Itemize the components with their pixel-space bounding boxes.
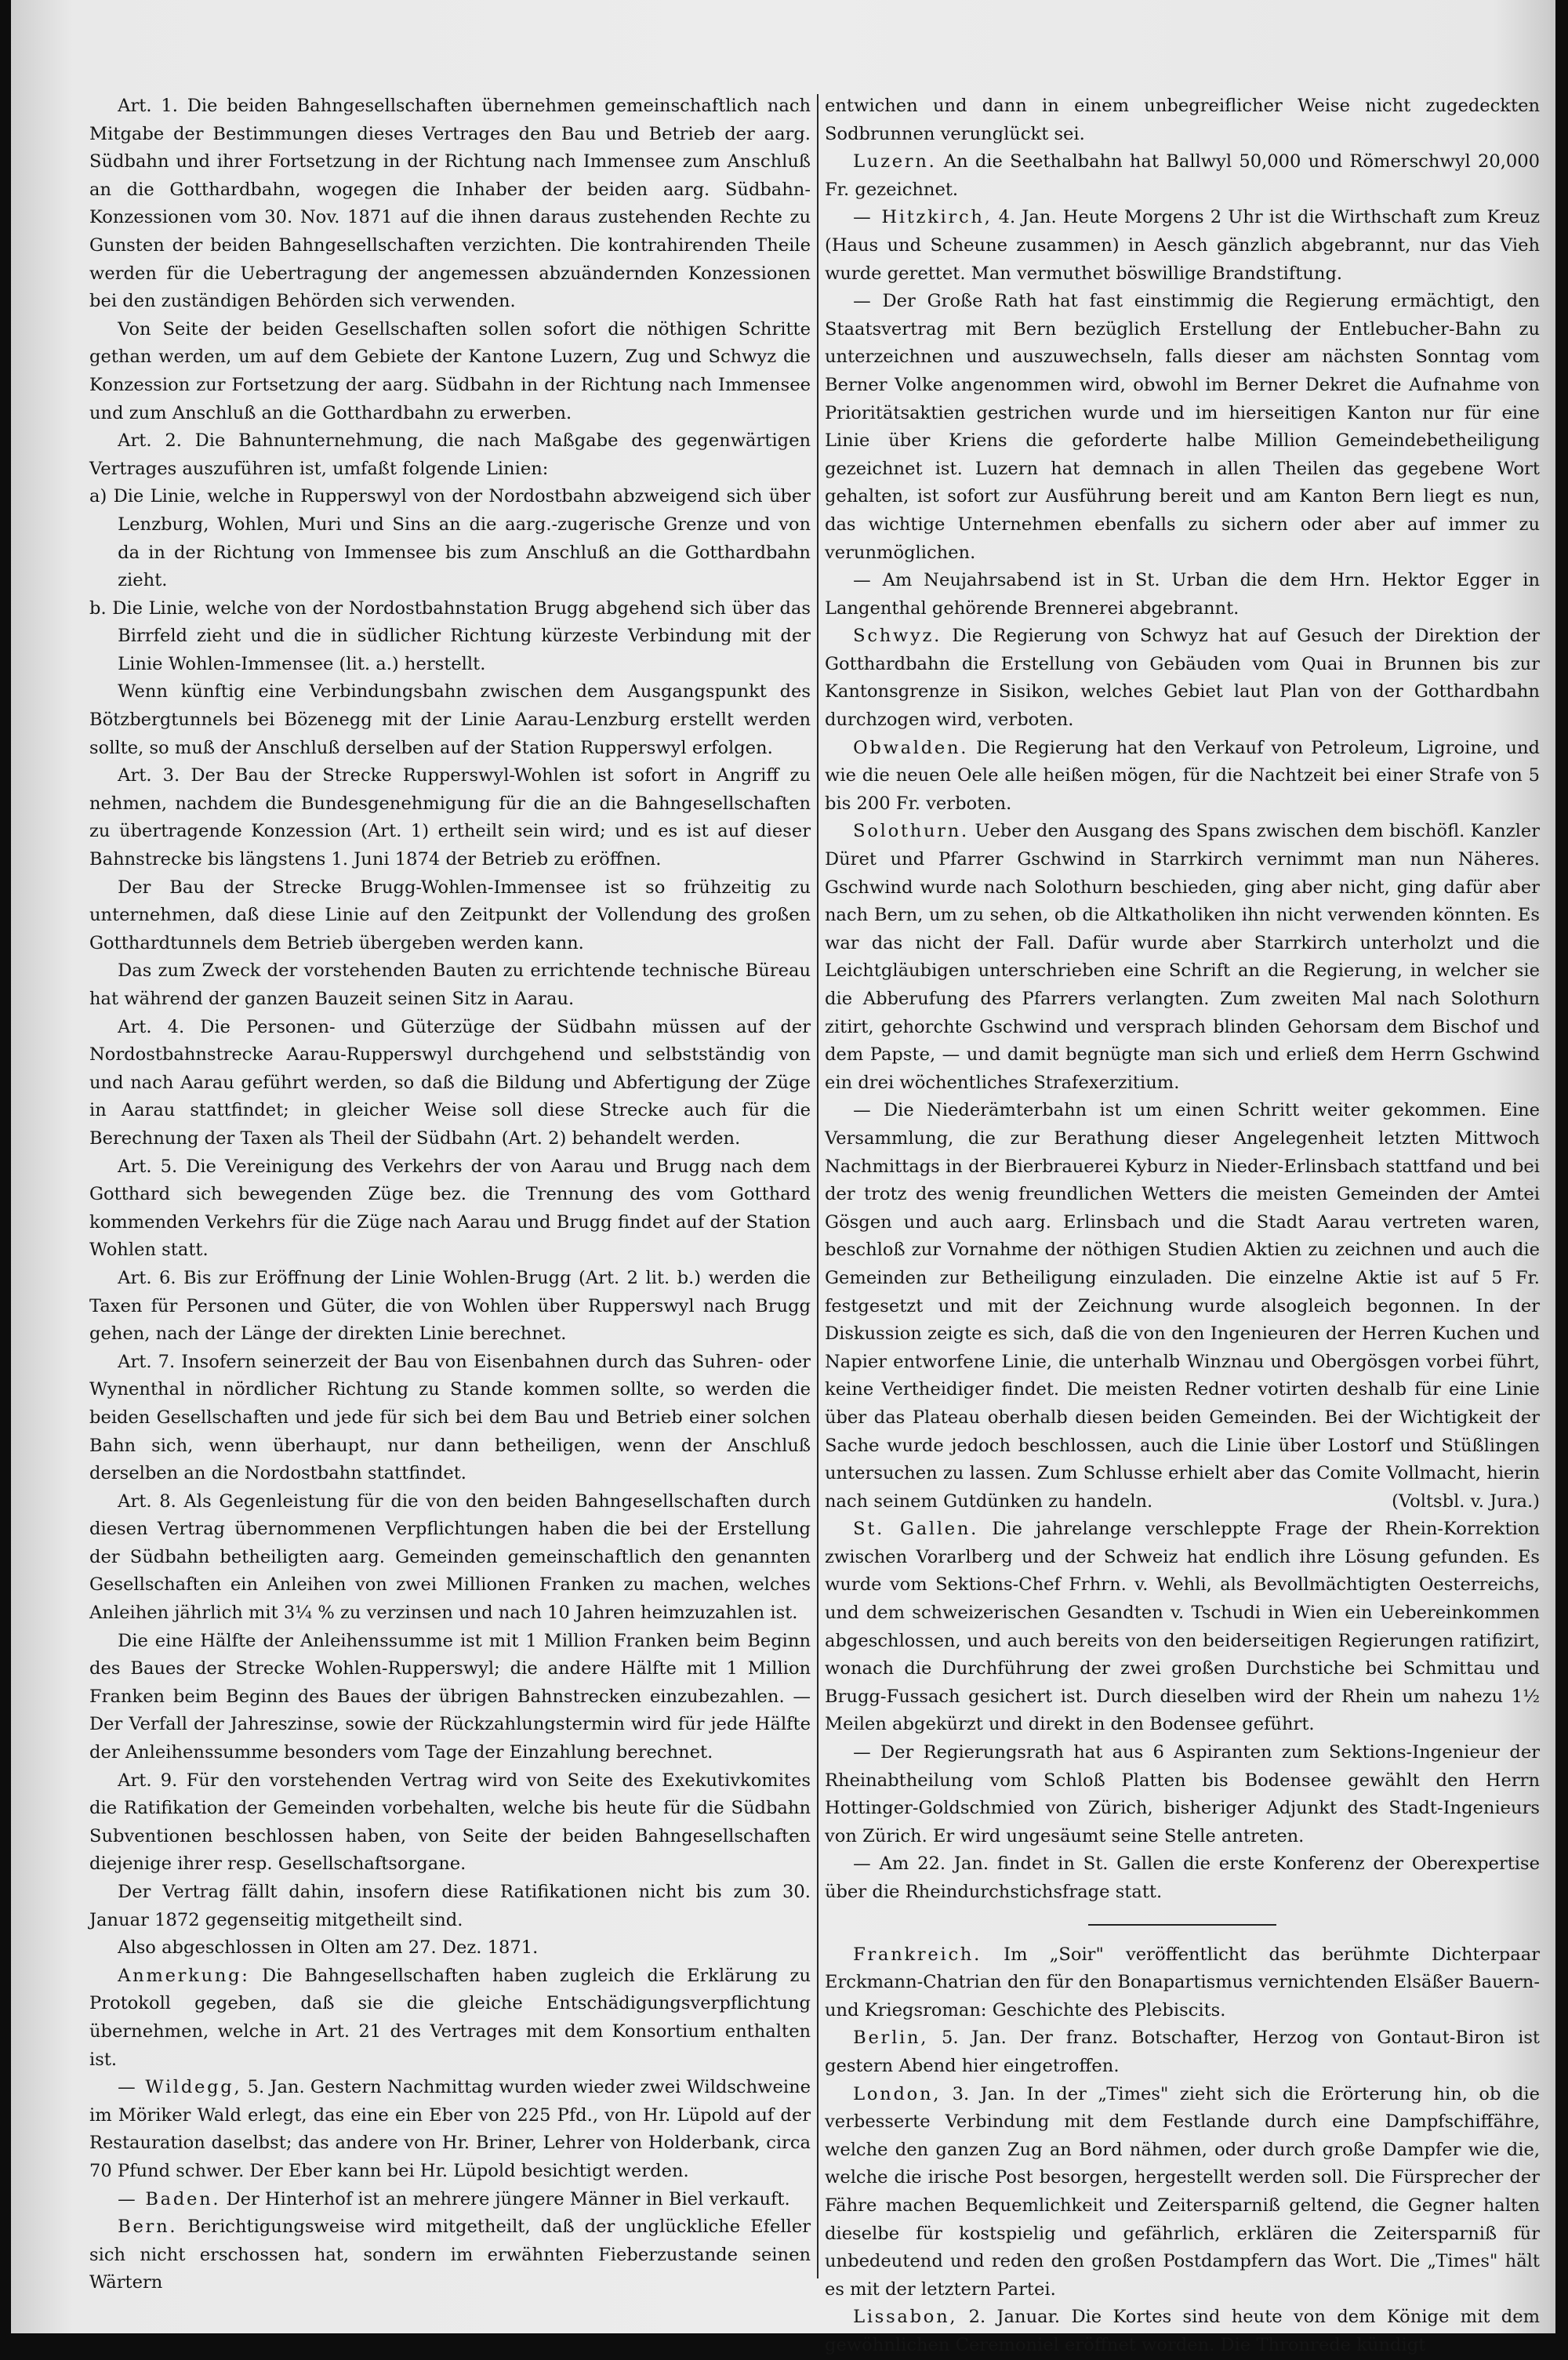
- article-paragraph: [89, 1014, 811, 1153]
- dateline: Obwalden.: [853, 737, 969, 758]
- article-paragraph: [89, 874, 811, 958]
- article-paragraph: [89, 316, 811, 427]
- article-paragraph: [825, 1941, 1540, 2025]
- article-paragraph: [89, 1962, 811, 2074]
- article-paragraph: [825, 2081, 1540, 2304]
- paragraph-text: 5. Jan. Gestern Nachmittag wurden wieder zwei Wildschweine im Möriker Wald erlegt, das eine ein Eber von 225 Pfd., von Hr. Lüpold auf der Restauration daselbst; das andere von Hr. Briner, Lehrer von Holderbank, circa 70 Pfund schwer. Der Eber kann bei Hr. Lüpold besichtigt werden.: [89, 2077, 811, 2181]
- article-paragraph: [825, 288, 1540, 567]
- article-paragraph: [825, 2304, 1540, 2359]
- paragraph-text: Wenn künftig eine Verbindungsbahn zwischen dem Ausgangspunkt des Bötzbergtunnels bei Bözenegg mit der Linie Aarau-Lenzburg erstellt werden sollte, so muß der Anschluß derselben auf der Station Rupperswyl erfolgen.: [89, 681, 811, 758]
- paragraph-text: 3. Jan. In der „Times" zieht sich die Erörterung hin, ob die verbesserte Verbindung mit dem Festlande durch eine Dampfschiffähre, welche den ganzen Zug an Bord nähmen, oder durch große Dampfer wie die, welche die irische Post besorgen, hergestellt werden soll. Die Fürsprecher der Fähre machen Bequemlichkeit und Zeitersparniß geltend, die Gegner halten dieselbe für kostspielig und gefährlich, erklären die Zeitersparniß für unbedeutend und reden den großen Postdampfern das Wort. Die „Times" hält es mit der letztern Partei.: [825, 2083, 1540, 2300]
- paragraph-text: Die Bahngesellschaften haben zugleich die Erklärung zu Protokoll gegeben, daß sie die gleiche Entschädigungsverpflichtung übernehmen, welche in Art. 21 des Vertrages mit dem Konsortium enthalten ist.: [89, 1965, 811, 2070]
- paragraph-text: Art. 4. Die Personen- und Güterzüge der Südbahn müssen auf der Nordostbahnstrecke Aarau-Rupperswyl durchgehend und selbstständig von und nach Aarau geführt werden, so daß die Bildung und Abfertigung der Züge in Aarau stattfindet; in gleicher Weise soll diese Strecke auch für die Berechnung der Taxen als Theil der Südbahn (Art. 2) behandelt werden.: [89, 1016, 811, 1149]
- paragraph-text: entwichen und dann in einem unbegreiflicher Weise nicht zugedeckten Sodbrunnen verunglückt sei.: [825, 96, 1540, 144]
- paragraph-text: Die eine Hälfte der Anleihenssumme ist mit 1 Million Franken beim Beginn des Baues der Strecke Wohlen-Rupperswyl; die andere Hälfte mit 1 Million Franken beim Beginn des Baues der übrigen Bahnstrecken einzubezahlen. — Der Verfall der Jahreszinse, sowie der Rückzahlungstermin wird für jede Hälfte der Anleihenssumme besonders vom Tage der Einzahlung berechnet.: [89, 1630, 811, 1763]
- article-paragraph: [825, 1097, 1540, 1516]
- article-paragraph: [825, 1739, 1540, 1850]
- left-column: [89, 93, 811, 2293]
- article-paragraph: [89, 427, 811, 483]
- article-paragraph: [825, 148, 1540, 204]
- paragraph-text: Art. 5. Die Vereinigung des Verkehrs der von Aarau und Brugg nach dem Gotthard sich bewegenden Züge bez. die Trennung des vom Gotthard kommenden Verkehrs für die Züge nach Aarau und Brugg findet auf der Station Wohlen statt.: [89, 1156, 811, 1261]
- paragraph-text: Von Seite der beiden Gesellschaften sollen sofort die nöthigen Schritte gethan werden, um auf dem Gebiete der Kantone Luzern, Zug und Schwyz die Konzession zur Fortsetzung der aarg. Südbahn in der Richtung nach Immensee und zum Anschluß an die Gotthardbahn zu erwerben.: [89, 318, 811, 423]
- paragraph-text: Der Bau der Strecke Brugg-Wohlen-Immensee ist so frühzeitig zu unternehmen, daß diese Linie auf den Zeitpunkt der Vollendung des großen Gotthardtunnels dem Betrieb übergeben werden kann.: [89, 877, 811, 953]
- paragraph-text: — Der Große Rath hat fast einstimmig die Regierung ermächtigt, den Staatsvertrag mit Bern bezüglich Erstellung der Entlebucher-Bahn zu unterzeichnen und auszuwechseln, falls dieser am nächsten Sonntag vom Berner Volke angenommen wird, obwohl im Berner Dekret die Aufnahme von Prioritätsaktien gestrichen wurde und im hierseitigen Kanton nur für eine Linie über Kriens die geforderte halbe Million Gemeindebetheiligung gezeichnet ist. Luzern hat demnach in allen Theilen das gegebene Wort gehalten, ist sofort zur Ausführung bereit und am Kanton Bern liegt es nun, das wichtige Unternehmen ebenfalls zu sichern oder aber auf immer zu verunmöglichen.: [825, 291, 1540, 563]
- article-paragraph: [825, 93, 1540, 148]
- paragraph-text: 5. Jan. Der franz. Botschafter, Herzog von Gontaut-Biron ist gestern Abend hier eingetroffen.: [825, 2028, 1540, 2076]
- paragraph-text: Der Vertrag fällt dahin, insofern diese Ratifikationen nicht bis zum 30. Januar 1872 gegenseitig mitgetheilt sind.: [89, 1882, 811, 1930]
- article-paragraph: [89, 1349, 811, 1488]
- article-paragraph: [89, 595, 811, 679]
- article-paragraph: [825, 623, 1540, 734]
- paragraph-text: Art. 1. Die beiden Bahngesellschaften übernehmen gemeinschaftlich nach Mitgabe der Bestimmungen dieses Vertrages den Bau und Betrieb der aarg. Südbahn und ihrer Fortsetzung in der Richtung nach Immensee zum Anschluß an die Gotthardbahn, wogegen die Inhaber der beiden aarg. Südbahn-Konzessionen vom 30. Nov. 1871 auf die ihnen daraus zustehenden Rechte zu Gunsten der beiden Bahngesellschaften verzichten. Die kontrahirenden Theile werden für die Uebertragung der angemessen abzuändernden Konzessionen bei den zuständigen Behörden sich verwenden.: [89, 96, 811, 312]
- dateline: — Wildegg,: [118, 2077, 242, 2098]
- article-paragraph: [89, 1879, 811, 1934]
- article-paragraph: [89, 1153, 811, 1265]
- paragraph-text: Ueber den Ausgang des Spans zwischen dem bischöfl. Kanzler Düret und Pfarrer Gschwind in Starrkirch vernimmt man nun Näheres. Gschwind wurde nach Solothurn beschieden, ging aber nicht, ging dafür aber nach Bern, um zu sehen, ob die Altkatholiken ihn nicht verwenden könnten. Es war das nicht der Fall. Dafür wurde aber Starrkirch unterholzt und die Leichtgläubigen unterschrieben eine Schrift an die Regierung, in welcher sie die Abberufung des Pfarrers verlangten. Zum zweiten Mal nach Solothurn zitirt, gehorchte Gschwind und versprach blinden Gehorsam dem Bischof und dem Papste, — und damit begnügte man sich und erließ dem Herrn Gschwind ein drei wöchentliches Strafexerzitium.: [825, 821, 1541, 1093]
- dateline: London,: [853, 2083, 942, 2104]
- article-paragraph: [89, 2213, 811, 2297]
- paragraph-text: Art. 8. Als Gegenleistung für die von den beiden Bahngesellschaften durch diesen Vertrag übernommenen Verpflichtungen haben die bei der Erstellung der Südbahn betheiligten aarg. Gemeinden gemeinschaftlich den genannten Gesellschaften ein Anleihen von zwei Millionen Franken zu machen, welches Anleihen jährlich mit 3¼ % zu verzinsen und nach 10 Jahren heimzuzahlen ist.: [89, 1490, 811, 1624]
- article-paragraph: [89, 1767, 811, 1879]
- paragraph-text: Das zum Zweck der vorstehenden Bauten zu errichtende technische Büreau hat während der ganzen Bauzeit seinen Sitz in Aarau.: [89, 960, 811, 1009]
- article-paragraph: [825, 735, 1540, 819]
- paragraph-text: 4. Jan. Heute Morgens 2 Uhr ist die Wirthschaft zum Kreuz (Haus und Scheune zusammen) in Aesch gänzlich abgebrannt, nur das Vieh wurde gerettet. Man vermuthet böswillige Brandstiftung.: [825, 207, 1540, 284]
- article-paragraph: [825, 204, 1540, 288]
- article-paragraph: [89, 762, 811, 873]
- dateline: Frankreich.: [853, 1944, 982, 1965]
- paragraph-text: — Am 22. Jan. findet in St. Gallen die erste Konferenz der Oberexpertise über die Rheindurchstichsfrage statt.: [825, 1854, 1540, 1902]
- paragraph-text: Art. 9. Für den vorstehenden Vertrag wird von Seite des Exekutivkomites die Ratifikation der Gemeinden vorbehalten, welche bis heute für die Südbahn Subventionen beschlossen haben, von Seite der beiden Bahngesellschaften diejenige ihrer resp. Gesellschaftsorgane.: [89, 1770, 811, 1875]
- article-paragraph: [89, 678, 811, 762]
- article-paragraph: [825, 567, 1540, 623]
- dateline: Anmerkung:: [118, 1965, 250, 1986]
- paragraph-text: Berichtigungsweise wird mitgetheilt, daß der unglückliche Efeller sich nicht erschossen hat, sondern im erwähnten Fieberzustande seinen Wärtern: [89, 2217, 811, 2293]
- dateline: Luzern.: [853, 151, 937, 172]
- article-paragraph: [89, 957, 811, 1013]
- right-column: [825, 93, 1541, 2355]
- dateline: — Baden.: [118, 2188, 221, 2209]
- dateline: St. Gallen.: [853, 1519, 979, 1540]
- article-paragraph: [89, 1265, 811, 1349]
- dateline: Schwyz.: [853, 626, 942, 647]
- dateline: Berlin,: [853, 2028, 929, 2049]
- article-paragraph: [89, 2186, 811, 2214]
- paragraph-text: Die Regierung hat den Verkauf von Petroleum, Ligroine, und wie die neuen Oele alle heißen mögen, für die Nachtzeit bei einer Strafe von 5 bis 200 Fr. verboten.: [825, 737, 1541, 814]
- article-paragraph: [825, 1850, 1540, 1906]
- article-paragraph: [825, 1516, 1540, 1739]
- article-paragraph: [825, 818, 1540, 1097]
- dateline: Bern.: [118, 2217, 178, 2238]
- article-paragraph: [89, 1628, 811, 1767]
- paragraph-text: Art. 7. Insofern seinerzeit der Bau von Eisenbahnen durch das Suhren- oder Wynenthal in nördlicher Richtung zu Stande kommen sollte, so werden die beiden Gesellschaften und jede für sich bei dem Bau und Betrieb einer solchen Bahn sich, wenn überhaupt, nur dann betheiligen, wenn der Anschluß derselben an die Nordostbahn stattfindet.: [89, 1351, 811, 1484]
- paragraph-text: Also abgeschlossen in Olten am 27. Dez. 1871.: [118, 1937, 539, 1959]
- paragraph-text: Art. 3. Der Bau der Strecke Rupperswyl-Wohlen ist sofort in Angriff zu nehmen, nachdem die Bundesgenehmigung für die an die Bahngesellschaften zu übertragende Konzession (Art. 1) ertheilt sein wird; und es ist auf dieser Bahnstrecke bis längstens 1. Juni 1874 der Betrieb zu eröffnen.: [89, 765, 811, 870]
- paragraph-text: 2. Januar. Die Kortes sind heute von dem Könige mit dem gewöhnlichen Ceremoniel eröffnet worden. Die Thronrede kündigt: [825, 2307, 1540, 2355]
- article-paragraph: [89, 1488, 811, 1628]
- paragraph-text: Art. 2. Die Bahnunternehmung, die nach Maßgabe des gegenwärtigen Vertrages auszuführen ist, umfaßt folgende Linien:: [89, 430, 811, 479]
- paragraph-text: Die jahrelange verschleppte Frage der Rhein-Korrektion zwischen Vorarlberg und der Schweiz hat endlich ihre Lösung gefunden. Es wurde vom Sektions-Chef Frhrn. v. Wehli, als Bevollmächtigten Oesterreichs, und dem schweizerischen Gesandten v. Tschudi in Wien ein Uebereinkommen abgeschlossen, und auch bereits von den beiderseitigen Regierungen ratifizirt, wonach die Durchführung der zwei großen Durchstiche bei Schmittau und Brugg-Fussach gesichert ist. Durch dieselben wird der Rhein um nahezu 1½ Meilen abgekürzt und direkt in den Bodensee geführt.: [825, 1519, 1541, 1735]
- source-credit: (Voltsbl. v. Jura.): [1392, 1490, 1540, 1512]
- article-paragraph: [89, 1934, 811, 1962]
- article-paragraph: [89, 93, 811, 316]
- column-divider: [817, 94, 818, 2278]
- dateline: Solothurn.: [853, 821, 969, 842]
- paragraph-text: a) Die Linie, welche in Rupperswyl von der Nordostbahn abzweigend sich über Lenzburg, Wohlen, Muri und Sins an die aarg.-zugerische Grenze und von da in der Richtung von Immensee bis zum Anschluß an die Gotthardbahn zieht.: [89, 486, 811, 591]
- paragraph-text: Im „Soir" veröffentlicht das berühmte Dichterpaar Erckmann-Chatrian den für den Bonapartismus vernichtenden Elsäßer Bauern- und Kriegsroman: Geschichte des Plebiscits.: [825, 1944, 1540, 2021]
- section-separator: [1088, 1924, 1276, 1926]
- dateline: — Hitzkirch,: [853, 207, 993, 228]
- paragraph-text: Der Hinterhof ist an mehrere jüngere Männer in Biel verkauft.: [226, 2188, 790, 2209]
- paragraph-text: An die Seethalbahn hat Ballwyl 50,000 und Römerschwyl 20,000 Fr. gezeichnet.: [825, 151, 1540, 200]
- dateline: Lissabon,: [853, 2307, 958, 2328]
- paragraph-text: — Die Niederämterbahn ist um einen Schritt weiter gekommen. Eine Versammlung, die zur Berathung dieser Angelegenheit letzten Mittwoch Nachmittags in der Bierbrauerei Kyburz in Nieder-Erlinsbach stattfand und bei der trotz des wenig freundlichen Wetters die meisten Gemeinden der Amtei Gösgen und auch aarg. Erlinsbach und die Stadt Aarau vertreten waren, beschloß zur Vornahme der nöthigen Studien Aktien zu zeichnen und auch die Gemeinden zur Betheiligung einzuladen. Die einzelne Aktie ist auf 5 Fr. festgesetzt und mit der Zeichnung wurde alsogleich begonnen. In der Diskussion zeigte es sich, daß die von den Ingenieuren der Herren Kuchen und Napier entworfene Linie, die unterhalb Winznau und Obergösgen vorbei führt, keine Vertheidiger findet. Die meisten Redner votirten deshalb für eine Linie über das Plateau oberhalb diesen beiden Gemeinden. Bei der Wichtigkeit der Sache wurde jedoch beschlossen, auch die Linie über Lostorf und Stüßlingen untersuchen zu lassen. Zum Schlusse erhielt aber das Comite Vollmacht, hierin nach seinem Gutdünken zu handeln.: [825, 1100, 1540, 1512]
- newspaper-page: [11, 0, 1555, 2355]
- article-paragraph: [825, 2024, 1540, 2080]
- paragraph-text: b. Die Linie, welche von der Nordostbahnstation Brugg abgehend sich über das Birrfeld zieht und die in südlicher Richtung kürzeste Verbindung mit der Linie Wohlen-Immensee (lit. a.) herstellt.: [89, 597, 811, 674]
- article-paragraph: [89, 2074, 811, 2185]
- paragraph-text: Die Regierung von Schwyz hat auf Gesuch der Direktion der Gotthardbahn die Erstellung von Gebäuden vom Quai in Brunnen bis zur Kantonsgrenze in Sisikon, welches Gebiet laut Plan von der Gotthardbahn durchzogen wird, verboten.: [825, 626, 1541, 731]
- article-paragraph: [89, 483, 811, 594]
- paragraph-text: Art. 6. Bis zur Eröffnung der Linie Wohlen-Brugg (Art. 2 lit. b.) werden die Taxen für Personen und Güter, die von Wohlen über Rupperswyl nach Brugg gehen, nach der Länge der direkten Linie berechnet.: [89, 1267, 811, 1345]
- paragraph-text: — Der Regierungsrath hat aus 6 Aspiranten zum Sektions-Ingenieur der Rheinabtheilung vom Schloß Platten bis Bodensee gewählt den Herrn Hottinger-Goldschmied von Zürich, bisheriger Adjunkt des Stadt-Ingenieurs von Zürich. Er wird ungesäumt seine Stelle antreten.: [825, 1742, 1540, 1846]
- paragraph-text: — Am Neujahrsabend ist in St. Urban die dem Hrn. Hektor Egger in Langenthal gehörende Brennerei abgebrannt.: [825, 570, 1540, 619]
